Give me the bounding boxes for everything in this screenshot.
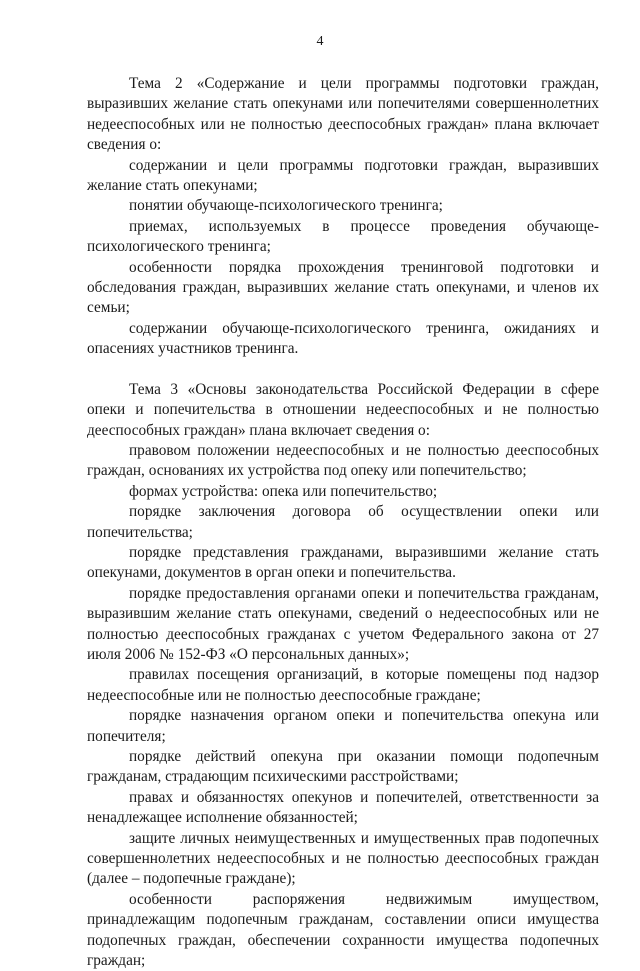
section-2-item: понятии обучающе-психологического тренинга; — [129, 197, 443, 215]
section-3-item: правилах посещения организаций, в которые помещены под надзор недееспособные или не полностью дееспособные граждане; — [87, 666, 599, 704]
section-2 — [87, 74, 599, 360]
section-3-item: порядке действий опекуна при оказании помощи подопечным гражданам, страдающим психическими расстройствами; — [87, 748, 599, 786]
section-3-item: порядке представления гражданами, выразившими желание стать опекунами, документов в орган опеки и попечительства. — [87, 543, 599, 582]
section-3-item: порядке заключения договора об осуществлении опеки или попечительства; — [87, 503, 599, 541]
section-3-item: защите личных неимущественных и имущественных прав подопечных совершеннолетних недееспособных и не полностью дееспособных граждан (далее – подопечные граждане); — [87, 829, 599, 888]
section-3-item: порядке предоставления органами опеки и попечительства гражданам, выразившим желание стать опекунами, сведений о недееспособных или не полностью дееспособных гражданах с учетом Федерального закона от 27 июля 2006 № 152-ФЗ «О персональных данных»; — [87, 584, 599, 663]
section-3-intro: Тема 3 «Основы законодательства Российской Федерации в сфере опеки и попечительства в отношении недееспособных и не полностью дееспособных граждан» плана включает сведения о: — [87, 380, 599, 439]
section-3 — [87, 380, 599, 971]
section-3-item: особенности распоряжения недвижимым имуществом, принадлежащим подопечным гражданам, составлении описи имущества подопечных граждан, обеспечении сохранности имущества подопечных граждан; — [87, 890, 599, 970]
section-2-item: содержании и цели программы подготовки граждан, выразивших желание стать опекунами; — [87, 156, 599, 195]
section-3-item: формах устройства: опека или попечительство; — [129, 482, 438, 500]
section-2-item: особенности порядка прохождения тренинговой подготовки и обследования граждан, выразивших желание стать опекунами, и членов их семьи; — [87, 258, 599, 317]
section-2-item: приемах, используемых в процессе проведения обучающе-психологического тренинга; — [87, 217, 599, 256]
section-3-item: порядке назначения органом опеки и попечительства опекуна или попечителя; — [87, 707, 599, 745]
document-body — [87, 74, 599, 971]
section-2-item: содержании обучающе-психологического тренинга, ожиданиях и опасениях участников тренинга. — [87, 319, 599, 358]
section-3-item: правах и обязанностях опекунов и попечителей, ответственности за ненадлежащее исполнение обязанностей; — [87, 788, 599, 827]
page-number: 4 — [316, 34, 324, 49]
section-2-intro: Тема 2 «Содержание и цели программы подготовки граждан, выразивших желание стать опекунами или попечителями совершеннолетних недееспособных или не полностью дееспособных граждан» плана включает сведения о: — [87, 75, 599, 154]
section-3-item: правовом положении недееспособных и не полностью дееспособных граждан, основаниях их устройства под опеку или попечительство; — [87, 441, 599, 480]
